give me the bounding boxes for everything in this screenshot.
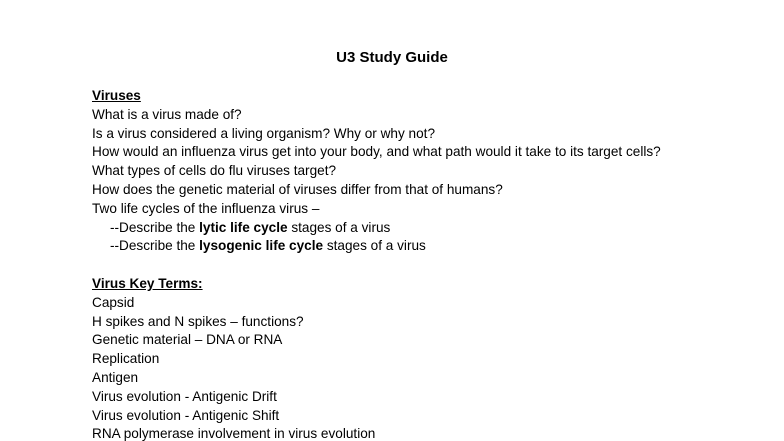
question-line: Is a virus considered a living organism? Why or why not?: [92, 125, 436, 141]
lytic-prefix: --Describe the: [110, 219, 200, 235]
question-line: Two life cycles of the influenza virus –: [92, 200, 320, 216]
key-term-item: Virus evolution - Antigenic Shift: [92, 407, 280, 423]
key-term-item: Virus evolution - Antigenic Drift: [92, 388, 277, 404]
lysogenic-prefix: --Describe the: [110, 238, 200, 254]
page-title: U3 Study Guide: [336, 49, 448, 66]
question-line: What is a virus made of?: [92, 106, 242, 122]
key-terms-heading: Virus Key Terms:: [92, 275, 203, 291]
lytic-term: lytic life cycle: [199, 219, 288, 235]
lysogenic-cycle-line: [92, 237, 752, 256]
key-term-item: Capsid: [92, 294, 135, 310]
lytic-suffix: stages of a virus: [287, 219, 391, 235]
viruses-heading: Viruses: [92, 88, 141, 103]
question-line: How would an influenza virus get into your body, and what path would it take to its target cells?: [92, 144, 661, 160]
lytic-cycle-line: [92, 219, 752, 238]
question-line: What types of cells do flu viruses target?: [92, 163, 337, 179]
key-term-item: Genetic material – DNA or RNA: [92, 332, 283, 348]
key-term-item: H spikes and N spikes – functions?: [92, 313, 304, 329]
question-line: How does the genetic material of viruses differ from that of humans?: [92, 181, 503, 197]
lysogenic-suffix: stages of a virus: [323, 238, 426, 254]
key-term-item: Replication: [92, 351, 160, 367]
document-body: [92, 87, 752, 441]
key-term-item: Antigen: [92, 369, 139, 385]
key-term-item: RNA polymerase involvement in virus evolution: [92, 426, 376, 441]
lysogenic-term: lysogenic life cycle: [199, 238, 324, 254]
spacer: [92, 256, 752, 275]
